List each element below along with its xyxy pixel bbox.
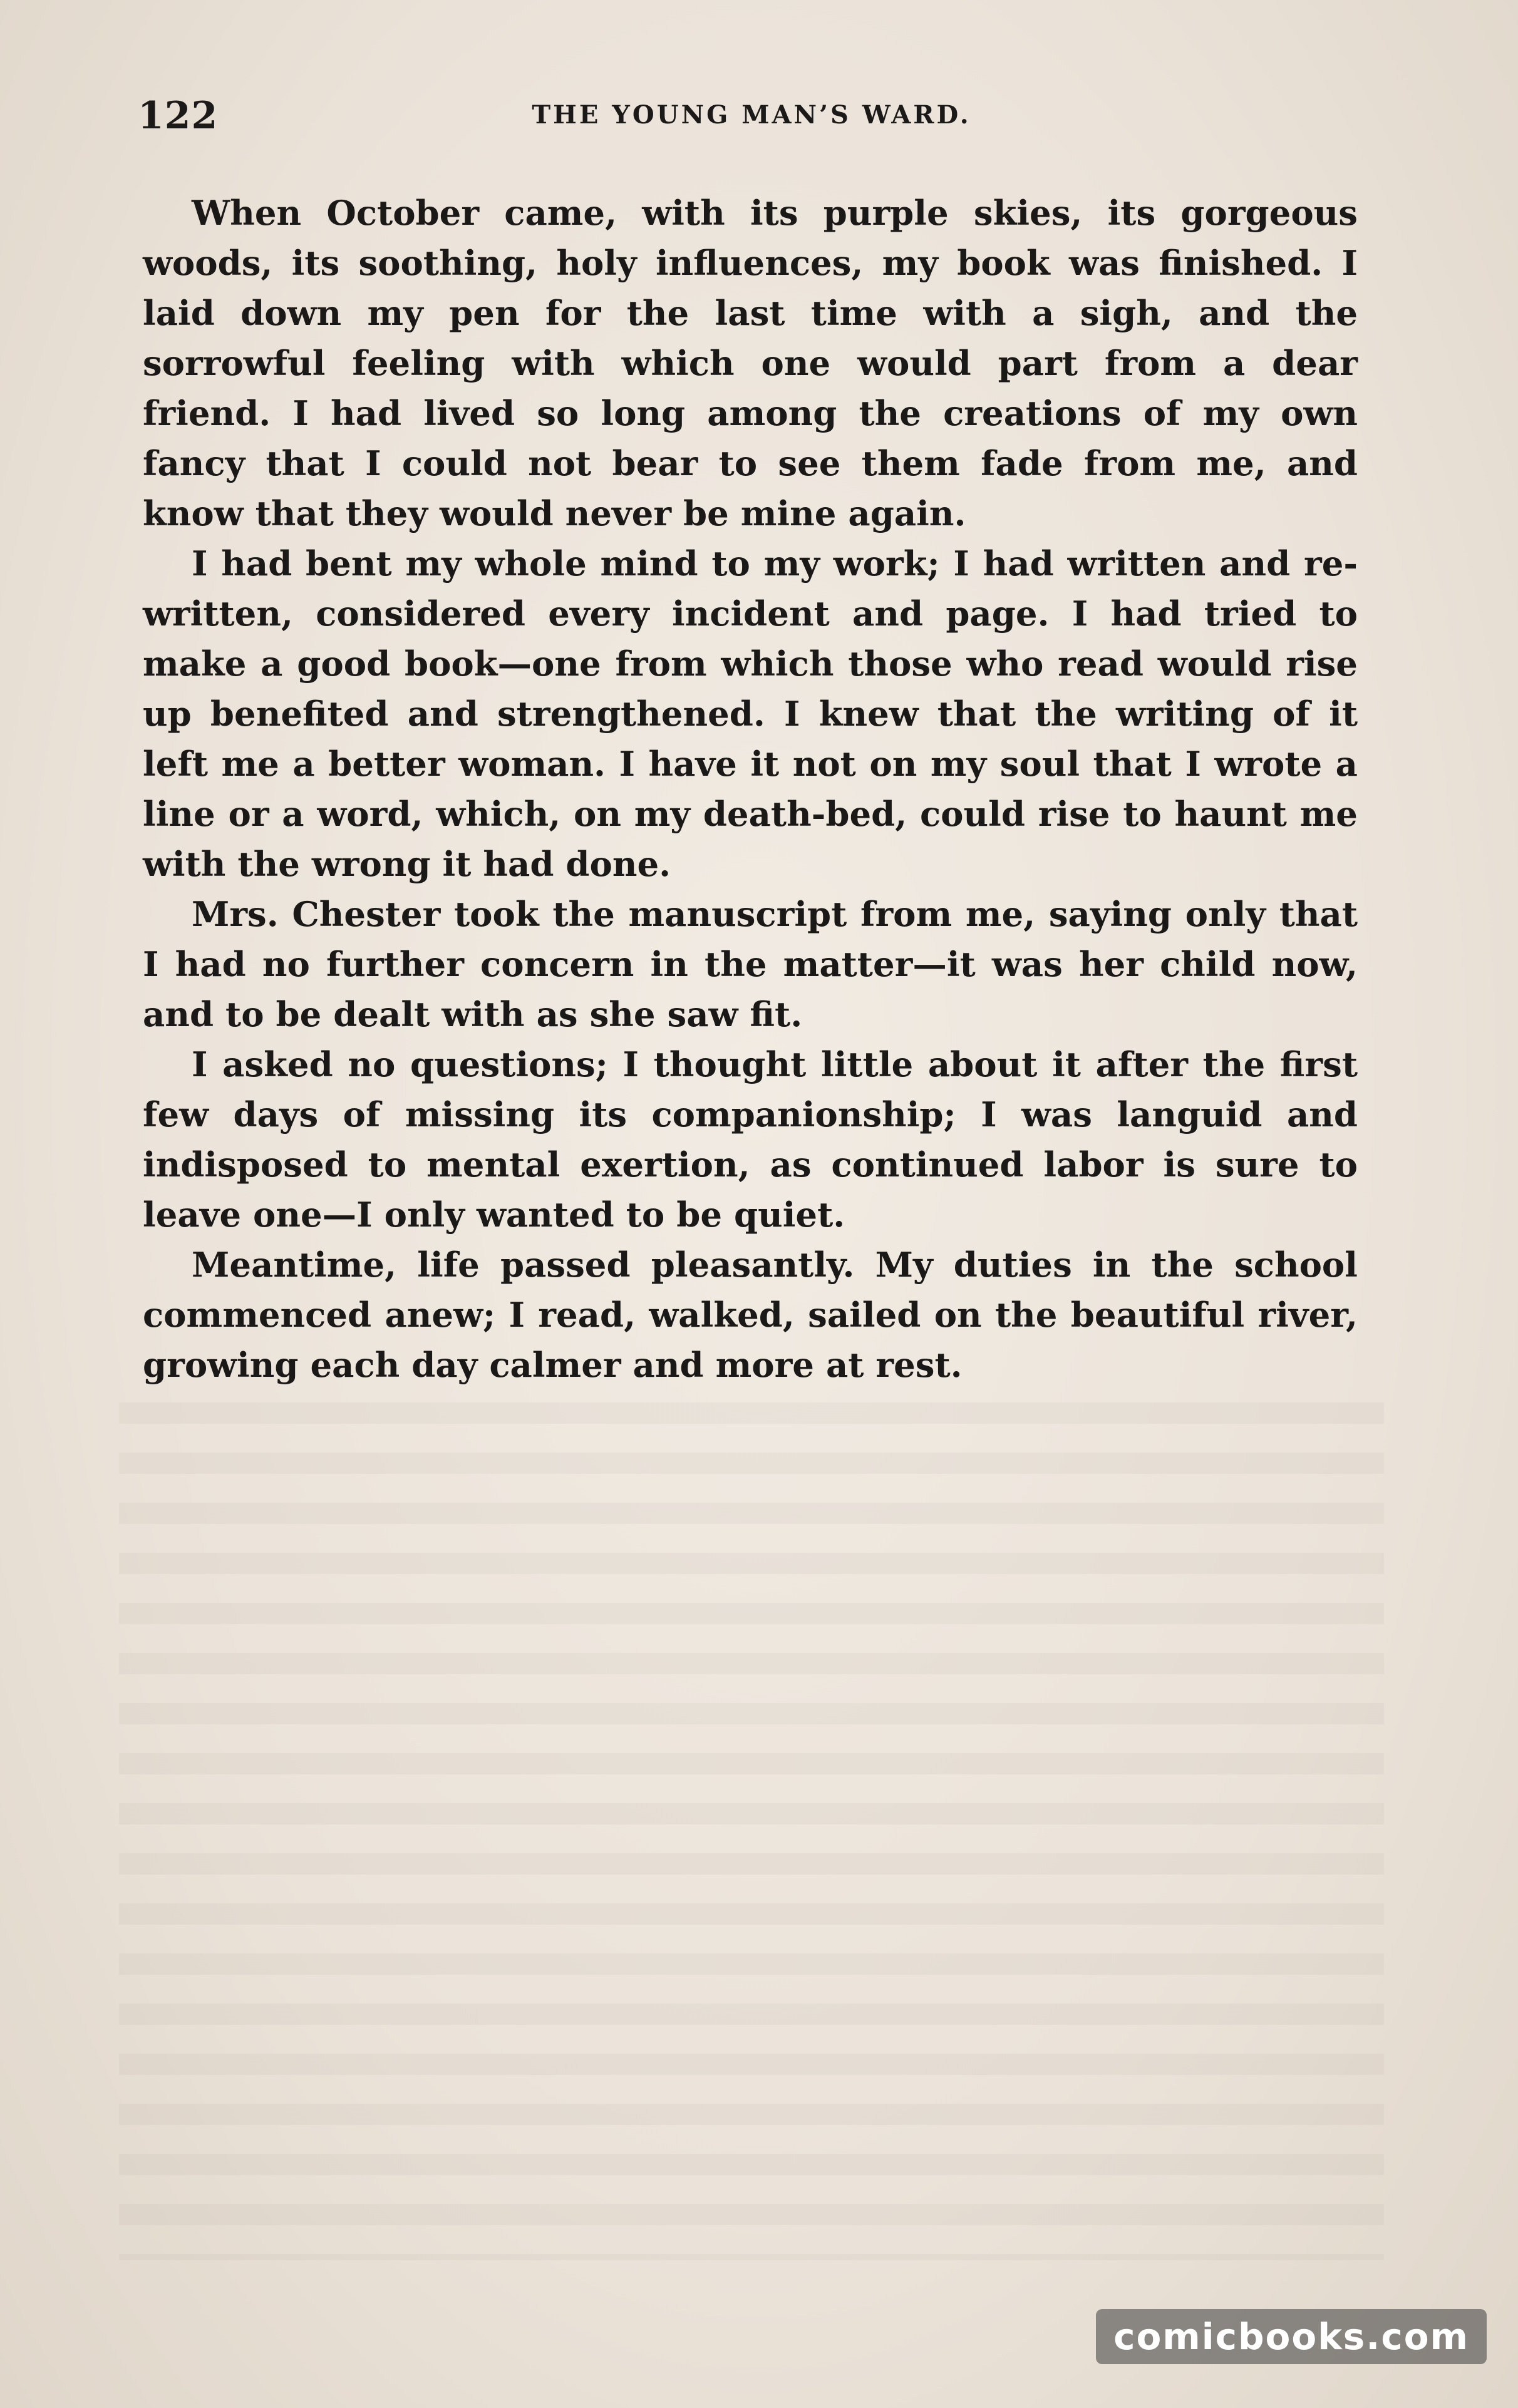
page-number: 122 — [138, 94, 219, 138]
paragraph-5: Meantime, life passed pleasantly. My duties in the school commenced anew; I read, walked, sailed on the beautiful river, growing each day calmer and more at rest. — [143, 1245, 1358, 1385]
body-text — [143, 188, 1358, 1390]
running-title: THE YOUNG MAN’S WARD. — [532, 100, 971, 130]
watermark-label: comicbooks.com — [1096, 2309, 1487, 2364]
paragraph-1: When October came, with its purple skies, its gorgeous woods, its soothing, holy influences, my book was finished. I laid down my pen for the last time with a sigh, and the sorrowful feeling with which one would part from a dear friend. I had lived so long among the creations of my own fancy that I could not bear to see them fade from me, and know that they would never be mine again. — [143, 193, 1358, 533]
running-head — [138, 94, 1365, 144]
paragraph-2: I had bent my whole mind to my work; I had written and re-written, considered every incident and page. I had tried to make a good book—one from which those who read would rise up benefited and strengthened. I knew that the writing of it left me a better woman. I have it not on my soul that I wrote a line or a word, which, on my death-bed, could rise to haunt me with the wrong it had done. — [143, 543, 1358, 884]
paragraph-4: I asked no questions; I thought little about it after the first few days of missing its companionship; I was languid and indisposed to mental exertion, as continued labor is sure to leave one—I only wanted to be quiet. — [143, 1044, 1358, 1235]
paragraph-3: Mrs. Chester took the manuscript from me, saying only that I had no further concern in the matter—it was her child now, and to be dealt with as she saw fit. — [143, 894, 1358, 1034]
